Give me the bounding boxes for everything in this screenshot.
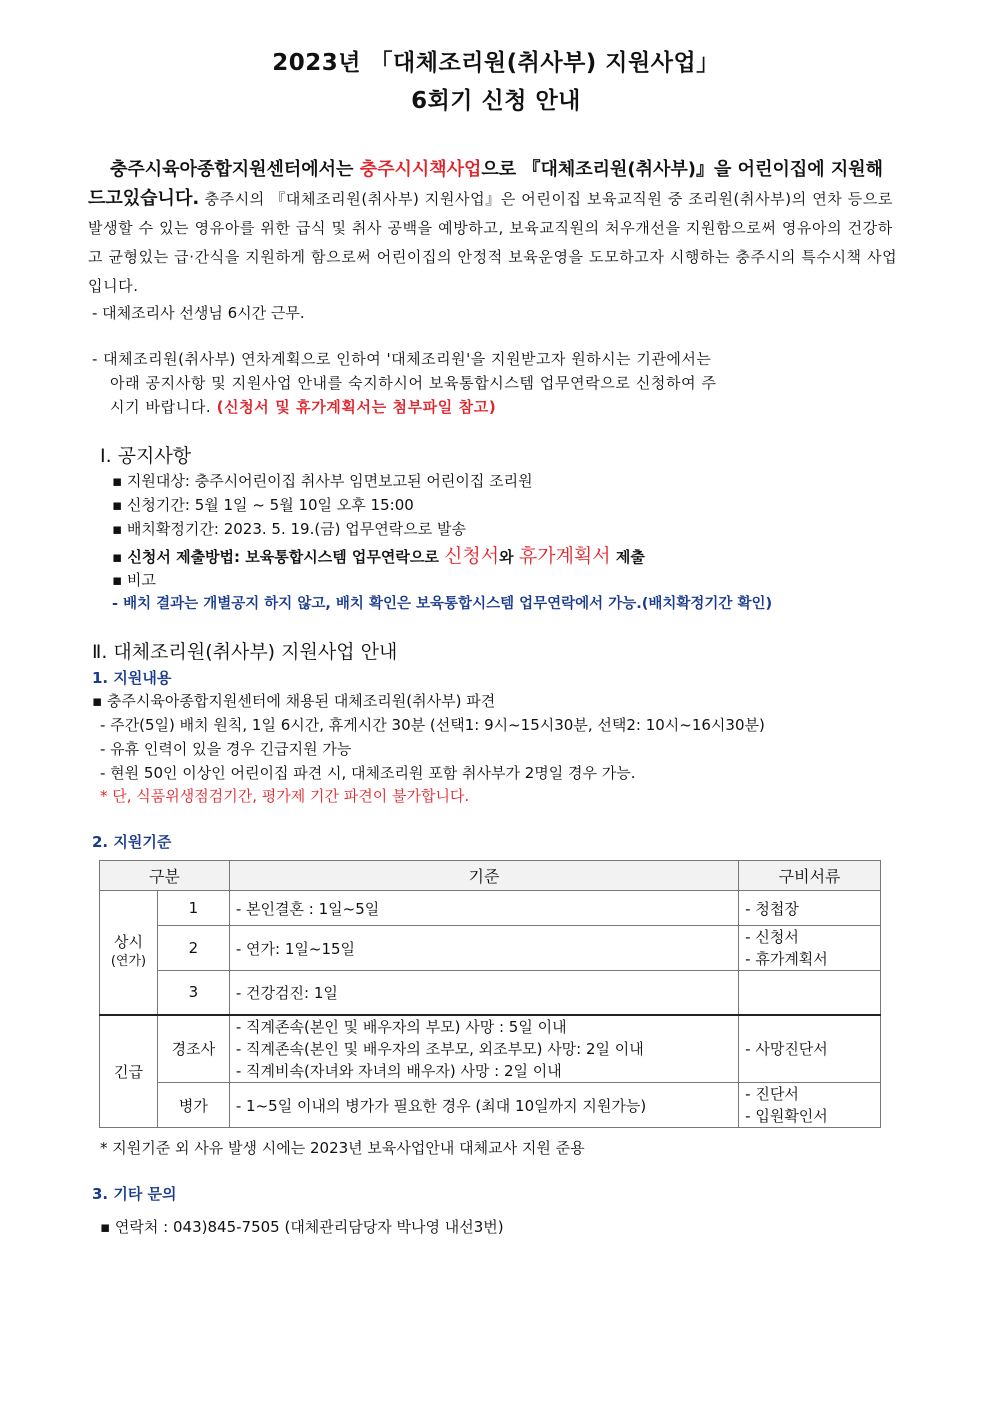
row-number: 3: [157, 971, 229, 1015]
table-row: [100, 891, 881, 926]
doc-item: - 진단서: [745, 1085, 799, 1103]
intro-dash-2a: - 대체조리원(취사부) 연차계획으로 인하여 '대체조리원'을 지원받고자 원하시는 기관에서는: [92, 350, 712, 368]
group-label: 긴급: [113, 1062, 143, 1081]
table-header: 구분: [100, 861, 230, 891]
table-row: [100, 926, 881, 971]
guide-heading: Ⅱ. 대체조리원(취사부) 지원사업 안내: [92, 641, 398, 663]
row-label: 경조사: [157, 1015, 229, 1083]
group-cell: [100, 1015, 158, 1128]
notice-item: ▪ 비고: [112, 571, 156, 589]
doc-item: - 휴가계획서: [745, 950, 828, 968]
intro-dash-1: - 대체조리사 선생님 6시간 근무.: [92, 304, 305, 322]
notice-item-submit: [112, 541, 645, 568]
form-name: 휴가계획서: [518, 545, 611, 567]
intro-highlight: 충주시시책사업: [359, 159, 482, 180]
notice-item: ▪ 지원대상: 충주시어린이집 취사부 임면보고된 어린이집 조리원: [112, 472, 533, 490]
section-heading: 3. 기타 문의: [92, 1185, 177, 1203]
intro-paragraph: [88, 155, 900, 300]
doc-item: - 입원확인서: [745, 1107, 828, 1125]
docs-cell: [739, 971, 881, 1015]
table-note: * 지원기준 외 사유 발생 시에는 2023년 보육사업안내 대체교사 지원 준용: [100, 1139, 585, 1157]
doc-item: - 신청서: [745, 928, 799, 946]
section-heading: 1. 지원내용: [92, 669, 172, 687]
intro-text: 시기 바랍니다.: [110, 398, 217, 416]
criteria-item: - 직계존속(본인 및 배우자의 조부모, 외조부모) 사망: 2일 이내: [235, 1039, 644, 1058]
docs-cell: - 청첩장: [739, 891, 881, 926]
notice-item: ▪ 신청기간: 5월 1일 ~ 5월 10일 오후 15:00: [112, 496, 414, 514]
section-heading: 2. 지원기준: [92, 833, 172, 851]
guide-item: ▪ 충주시육아종합지원센터에 채용된 대체조리원(취사부) 파견: [92, 692, 496, 710]
criteria-cell: - 1~5일 이내의 병가가 필요한 경우 (최대 10일까지 지원가능): [229, 1083, 738, 1128]
criteria-item: - 직계존속(본인 및 배우자의 부모) 사망 : 5일 이내: [235, 1017, 567, 1036]
table-row: [100, 971, 881, 1015]
table-row: [100, 1015, 881, 1083]
table-row: [100, 1083, 881, 1128]
notice-text: 와: [499, 548, 519, 566]
criteria-cell: - 본인결혼 : 1일~5일: [229, 891, 738, 926]
doc-title: 2023년 「대체조리원(취사부) 지원사업」: [272, 50, 720, 76]
intro-dash-2c: [110, 396, 496, 417]
guide-item: - 유휴 인력이 있을 경우 긴급지원 가능: [100, 740, 352, 758]
intro-dash-2b: 아래 공지사항 및 지원사업 안내를 숙지하시어 보육통합시스템 업무연락으로 신청하여 주: [110, 374, 717, 392]
intro-text: 충주시의 『대체조리원(취사부) 지원사업』은 어린이집 보육교직원 중 조리원(취사부)의 연차 등으로 발생할 수 있는 영유아를 위한 급식 및 취사 공백을 예방하고, 보육교직원의 처우개선을 지원함으로써 영유아의 건강하고 균형있는 급·간식을 지원하게 함으로써 어린이집의 안정적 보육운영을 도모하고자 시행하는 충주시의 특수시책 사업입니다.: [88, 190, 898, 295]
guide-item: - 주간(5일) 배치 원칙, 1일 6시간, 휴게시간 30분 (선택1: 9시~15시30분, 선택2: 10시~16시30분): [100, 716, 765, 734]
notice-text: 제출: [610, 548, 645, 566]
guide-warning: * 단, 식품위생점검기간, 평가제 기간 파견이 불가합니다.: [100, 787, 470, 805]
group-sublabel: (연가): [110, 954, 147, 970]
notice-item: ▪ 배치확정기간: 2023. 5. 19.(금) 업무연락으로 발송: [112, 520, 466, 538]
contact-info: ▪ 연락처 : 043)845-7505 (대체관리담당자 박나영 내선3번): [100, 1218, 504, 1236]
group-cell: [100, 891, 158, 1015]
criteria-item: - 직계비속(자녀와 자녀의 배우자) 사망 : 2일 이내: [235, 1061, 562, 1080]
docs-cell: [739, 926, 881, 971]
attachment-note: (신청서 및 휴가계획서는 첨부파일 참고): [216, 398, 497, 416]
table-header: 구비서류: [739, 861, 881, 891]
intro-text: 충주시육아종합지원센터에서는: [110, 159, 360, 180]
criteria-cell: - 건강검진: 1일: [229, 971, 738, 1015]
row-label: 병가: [157, 1083, 229, 1128]
criteria-cell: - 연가: 1일~15일: [229, 926, 738, 971]
notice-remark: - 배치 결과는 개별공지 하지 않고, 배치 확인은 보육통합시스템 업무연락에서 가능.(배치확정기간 확인): [112, 596, 773, 612]
row-number: 2: [157, 926, 229, 971]
doc-subtitle: 6회기 신청 안내: [411, 88, 581, 114]
notice-heading: Ⅰ. 공지사항: [100, 445, 192, 467]
intro-text: 으로 『대체조리원(취사부)』을 어린이집에 지원해드고있습니다.: [88, 159, 884, 209]
table-header: 기준: [229, 861, 738, 891]
docs-cell: - 사망진단서: [739, 1015, 881, 1083]
table-header-row: [100, 861, 881, 891]
form-name: 신청서: [444, 545, 500, 567]
row-number: 1: [157, 891, 229, 926]
docs-cell: [739, 1083, 881, 1128]
criteria-table: [99, 860, 881, 1128]
guide-item: - 현원 50인 이상인 어린이집 파견 시, 대체조리원 포함 취사부가 2명일 경우 가능.: [100, 764, 636, 782]
group-label: 상시: [113, 933, 143, 952]
criteria-cell: [229, 1015, 738, 1083]
notice-text: ▪ 신청서 제출방법: 보육통합시스템 업무연락으로: [112, 548, 445, 566]
